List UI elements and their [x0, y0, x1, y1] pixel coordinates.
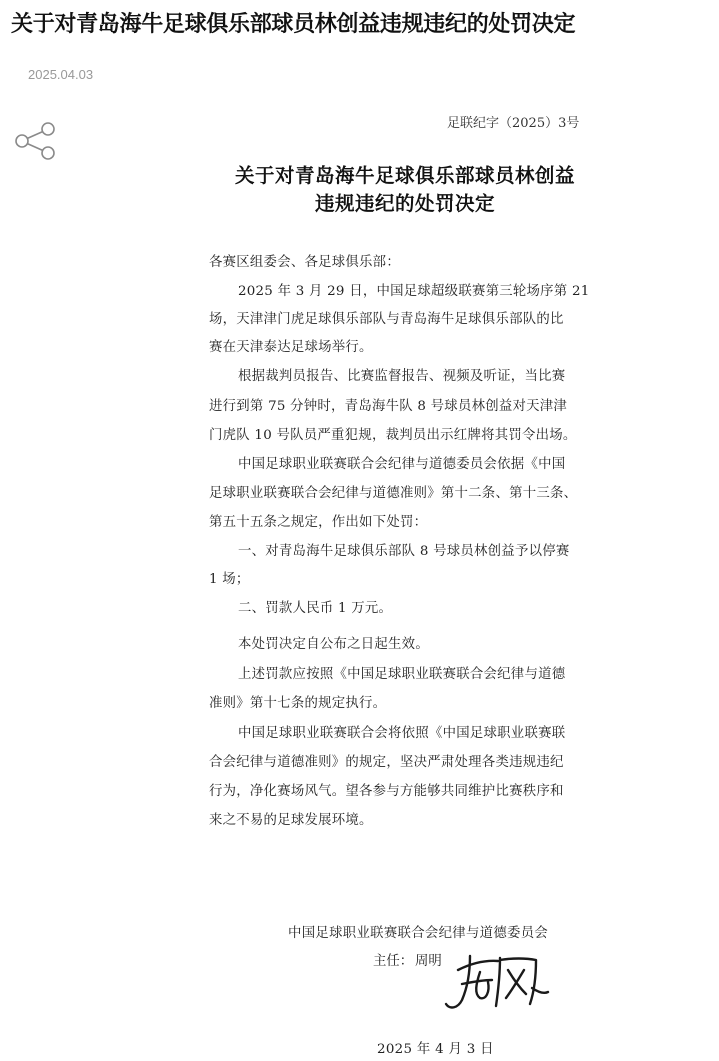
handwritten-signature	[440, 948, 552, 1014]
share-button[interactable]	[14, 121, 58, 161]
document-image	[185, 100, 685, 1061]
document-heading-line: 关于对青岛海牛足球俱乐部球员林创益	[234, 164, 575, 187]
body-line: 场，天津津门虎足球俱乐部队与青岛海牛足球俱乐部队的比	[209, 312, 564, 327]
penalty-line: 一、对青岛海牛足球俱乐部队 8 号球员林创益予以停赛	[238, 544, 570, 559]
page-title: 关于对青岛海牛足球俱乐部球员林创益违规违纪的处罚决定	[11, 12, 576, 37]
body-line: 赛在天津泰达足球场举行。	[209, 340, 373, 355]
signing-date: 2025 年 4 月 3 日	[377, 1042, 494, 1057]
body-line: 中国足球职业联赛联合会将依照《中国足球职业联赛联	[238, 726, 566, 741]
body-line: 根据裁判员报告、比赛监督报告、视频及听证，当比赛	[238, 369, 566, 384]
body-line: 门虎队 10 号队员严重犯规，裁判员出示红牌将其罚令出场。	[209, 428, 577, 443]
publish-date: 2025.04.03	[28, 67, 94, 82]
document-heading-line: 违规违纪的处罚决定	[314, 192, 495, 215]
body-line: 合会纪律与道德准则》的规定，坚决严肃处理各类违规违纪	[209, 755, 564, 770]
body-line: 上述罚款应按照《中国足球职业联赛联合会纪律与道德	[238, 667, 566, 682]
share-icon	[14, 121, 58, 161]
salutation: 各赛区组委会、各足球俱乐部：	[209, 255, 400, 270]
signatory-name: 周明	[415, 954, 442, 969]
signatory-title: 主任：	[373, 954, 414, 969]
body-line: 足球职业联赛联合会纪律与道德准则》第十二条、第十三条、	[209, 486, 578, 501]
document-number: 足联纪字（2025）3号	[447, 116, 580, 131]
body-line: 准则》第十七条的规定执行。	[209, 696, 387, 711]
body-line: 行为，净化赛场风气。望各参与方能够共同维护比赛秩序和	[209, 784, 564, 799]
body-line: 来之不易的足球发展环境。	[209, 813, 373, 828]
body-line: 第五十五条之规定，作出如下处罚：	[209, 515, 428, 530]
signing-organization: 中国足球职业联赛联合会纪律与道德委员会	[288, 926, 549, 941]
body-line: 2025 年 3 月 29 日，中国足球超级联赛第三轮场序第 21	[238, 284, 590, 299]
document-heading	[185, 162, 625, 218]
body-line: 中国足球职业联赛联合会纪律与道德委员会依据《中国	[238, 457, 566, 472]
penalty-line: 二、罚款人民币 1 万元。	[238, 601, 393, 616]
body-line: 进行到第 75 分钟时，青岛海牛队 8 号球员林创益对天津津	[209, 399, 568, 414]
penalty-line: 1 场；	[209, 572, 250, 587]
body-line: 本处罚决定自公布之日起生效。	[238, 637, 429, 652]
